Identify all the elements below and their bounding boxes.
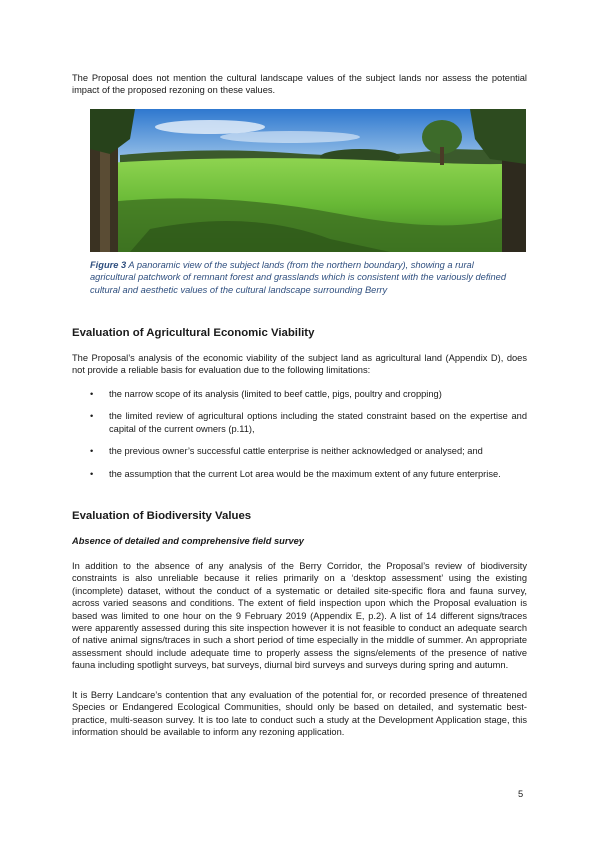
bullet-icon: • — [90, 389, 94, 399]
bullet-icon: • — [90, 411, 94, 422]
figure-label: Figure 3 — [90, 260, 127, 270]
agri-intro-paragraph: The Proposal’s analysis of the economic viability of the subject land as agricultural land (Appendix D), does not provide a reliable basis for evaluation due to the following limitations: — [72, 353, 527, 376]
figure-caption — [90, 259, 520, 296]
list-item-text: the narrow scope of its analysis (limited to beef cattle, pigs, poultry and cropping) — [109, 389, 442, 399]
subheading-field-survey: Absence of detailed and comprehensive field survey — [72, 536, 304, 546]
list-item-text: the assumption that the current Lot area would be the maximum extent of any future enterprise. — [109, 468, 501, 479]
figure-caption-text: A panoramic view of the subject lands (from the northern boundary), showing a rural agricultural patchwork of remnant forest and grasslands which is consistent with the variously defined cultural and aesthetic values of the cultural landscape surrounding Berry — [90, 260, 506, 295]
landscape-photo — [90, 109, 526, 252]
heading-agricultural-viability: Evaluation of Agricultural Economic Viability — [72, 327, 315, 339]
list-item-text: the previous owner’s successful cattle enterprise is neither acknowledged or analysed; and — [109, 446, 483, 457]
biodiversity-paragraph-1: In addition to the absence of any analysis of the Berry Corridor, the Proposal’s review of biodiversity constraints is also unreliable because it relies primarily on a ‘desktop assessment’ using the existing (incomplete) dataset, without the conduct of a systematic or detailed site-specific flora and fauna survey, across varied seasons and conditions. The extent of field inspection upon which the Proposal evaluation is based was limited to one hour on the 9 February 2019 (Appendix E, p.2). A list of 14 different signs/traces were apparently assessed during this site inspection however it is not feasible to conduct an adequate search of native animal signs/traces in such a short period of time especially in the middle of summer. An appropriate assessment should include adequate time to properly assess the signs/elements of the presence of native fauna including spotlight surveys, bat surveys, diurnal bird surveys and surveys during spring and autumn. — [72, 561, 527, 671]
bullet-icon: • — [90, 446, 94, 457]
bullet-icon: • — [90, 468, 94, 479]
intro-paragraph: The Proposal does not mention the cultural landscape values of the subject lands nor assess the potential impact of the proposed rezoning on these values. — [72, 73, 527, 96]
list-item-text: the limited review of agricultural options including the stated constraint based on the expertise and capital of the current owners (p.11), — [109, 411, 527, 434]
list-item — [90, 388, 527, 400]
list-item — [90, 468, 527, 480]
panorama-illustration — [90, 109, 526, 252]
biodiversity-paragraph-2: It is Berry Landcare’s contention that any evaluation of the potential for, or recorded presence of threatened Species or Endangered Ecological Communities, should only be based on detailed, and systematic best-practice, multi-season survey. It is too late to conduct such a study at the Development Application stage, this information should be available to inform any rezoning application. — [72, 690, 527, 738]
list-item — [90, 410, 527, 435]
page-number: 5 — [518, 789, 524, 799]
heading-biodiversity-values: Evaluation of Biodiversity Values — [72, 510, 252, 522]
limitations-list — [90, 388, 527, 480]
list-item — [90, 445, 527, 457]
